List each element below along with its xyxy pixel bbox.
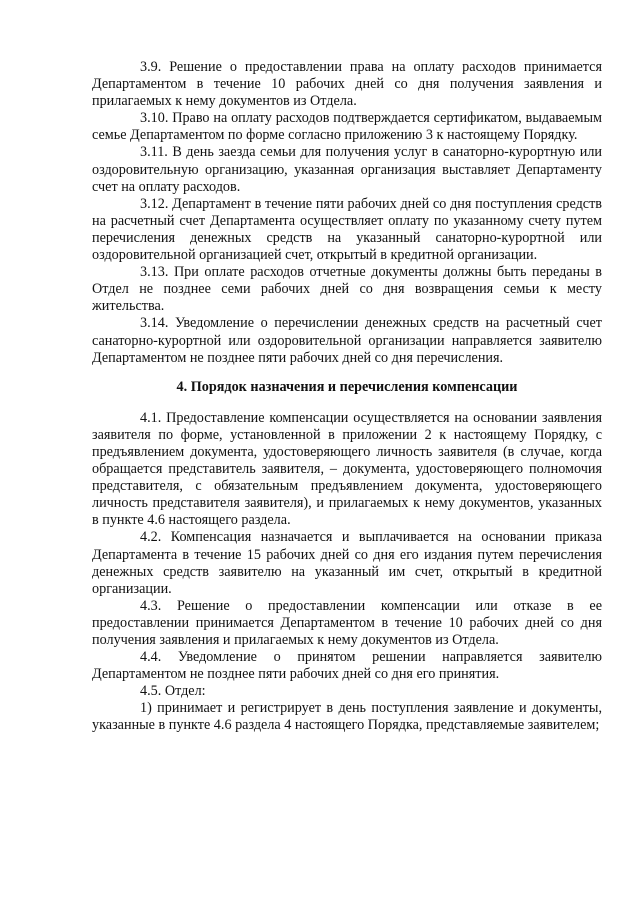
paragraph-3-10: 3.10. Право на оплату расходов подтверждается сертификатом, выдаваемым семье Департаментом по форме согласно приложению 3 к настоящему Порядку. — [92, 110, 602, 144]
paragraph-3-11: 3.11. В день заезда семьи для получения услуг в санаторно-курортную или оздоровительную организацию, указанная организация выставляет Департаменту счет на оплату расходов. — [92, 144, 602, 195]
paragraph-3-12: 3.12. Департамент в течение пяти рабочих дней со дня поступления средств на расчетный счет Департамента осуществляет оплату по указанному счету путем перечисления денежных средств на указанный санаторно-курортной или оздоровительной организацией счет, открытый в кредитной организации. — [92, 195, 602, 264]
paragraph-3-9: 3.9. Решение о предоставлении права на оплату расходов принимается Департаментом в течение 10 рабочих дней со дня получения заявления и прилагаемых к нему документов из Отдела. — [92, 59, 602, 110]
section-4-heading: 4. Порядок назначения и перечисления компенсации — [176, 378, 518, 395]
paragraph-4-1: 4.1. Предоставление компенсации осуществляется на основании заявления заявителя по форме, установленной в приложении 2 к настоящему Порядку, с предъявлением документа, удостоверяющего личность заявителя (в случае, когда обращается представитель заявителя, – документа, удостоверяющего полномочия представителя, с обязательным предъявлением документа, удостоверяющего личность представителя заявителя), и прилагаемых к нему документов, указанных в пункте 4.6 настоящего раздела. — [92, 409, 602, 529]
paragraph-4-5-item-1: 1) принимает и регистрирует в день поступления заявление и документы, указанные в пункте 4.6 раздела 4 настоящего Порядка, представляемые заявителем; — [92, 700, 602, 734]
document-page — [92, 59, 602, 735]
paragraph-3-14: 3.14. Уведомление о перечислении денежных средств на расчетный счет санаторно-курортной или оздоровительной организации направляется заявителю Департаментом не позднее пяти рабочих дней со дня перечисления. — [92, 315, 602, 366]
paragraph-3-13: 3.13. При оплате расходов отчетные документы должны быть переданы в Отдел не позднее семи рабочих дней со дня возвращения семьи к месту жительства. — [92, 264, 602, 315]
paragraph-4-5: 4.5. Отдел: — [140, 683, 206, 700]
paragraph-4-3: 4.3. Решение о предоставлении компенсации или отказе в ее предоставлении принимается Департаментом в течение 10 рабочих дней со дня получения заявления и прилагаемых к нему документов из Отдела. — [92, 597, 602, 648]
paragraph-4-4: 4.4. Уведомление о принятом решении направляется заявителю Департаментом не позднее пяти рабочих дней со дня его принятия. — [92, 649, 602, 683]
paragraph-4-2: 4.2. Компенсация назначается и выплачивается на основании приказа Департамента в течение 15 рабочих дней со дня его издания путем перечисления денежных средств заявителю на указанный им счет, открытый в кредитной организации. — [92, 529, 602, 597]
